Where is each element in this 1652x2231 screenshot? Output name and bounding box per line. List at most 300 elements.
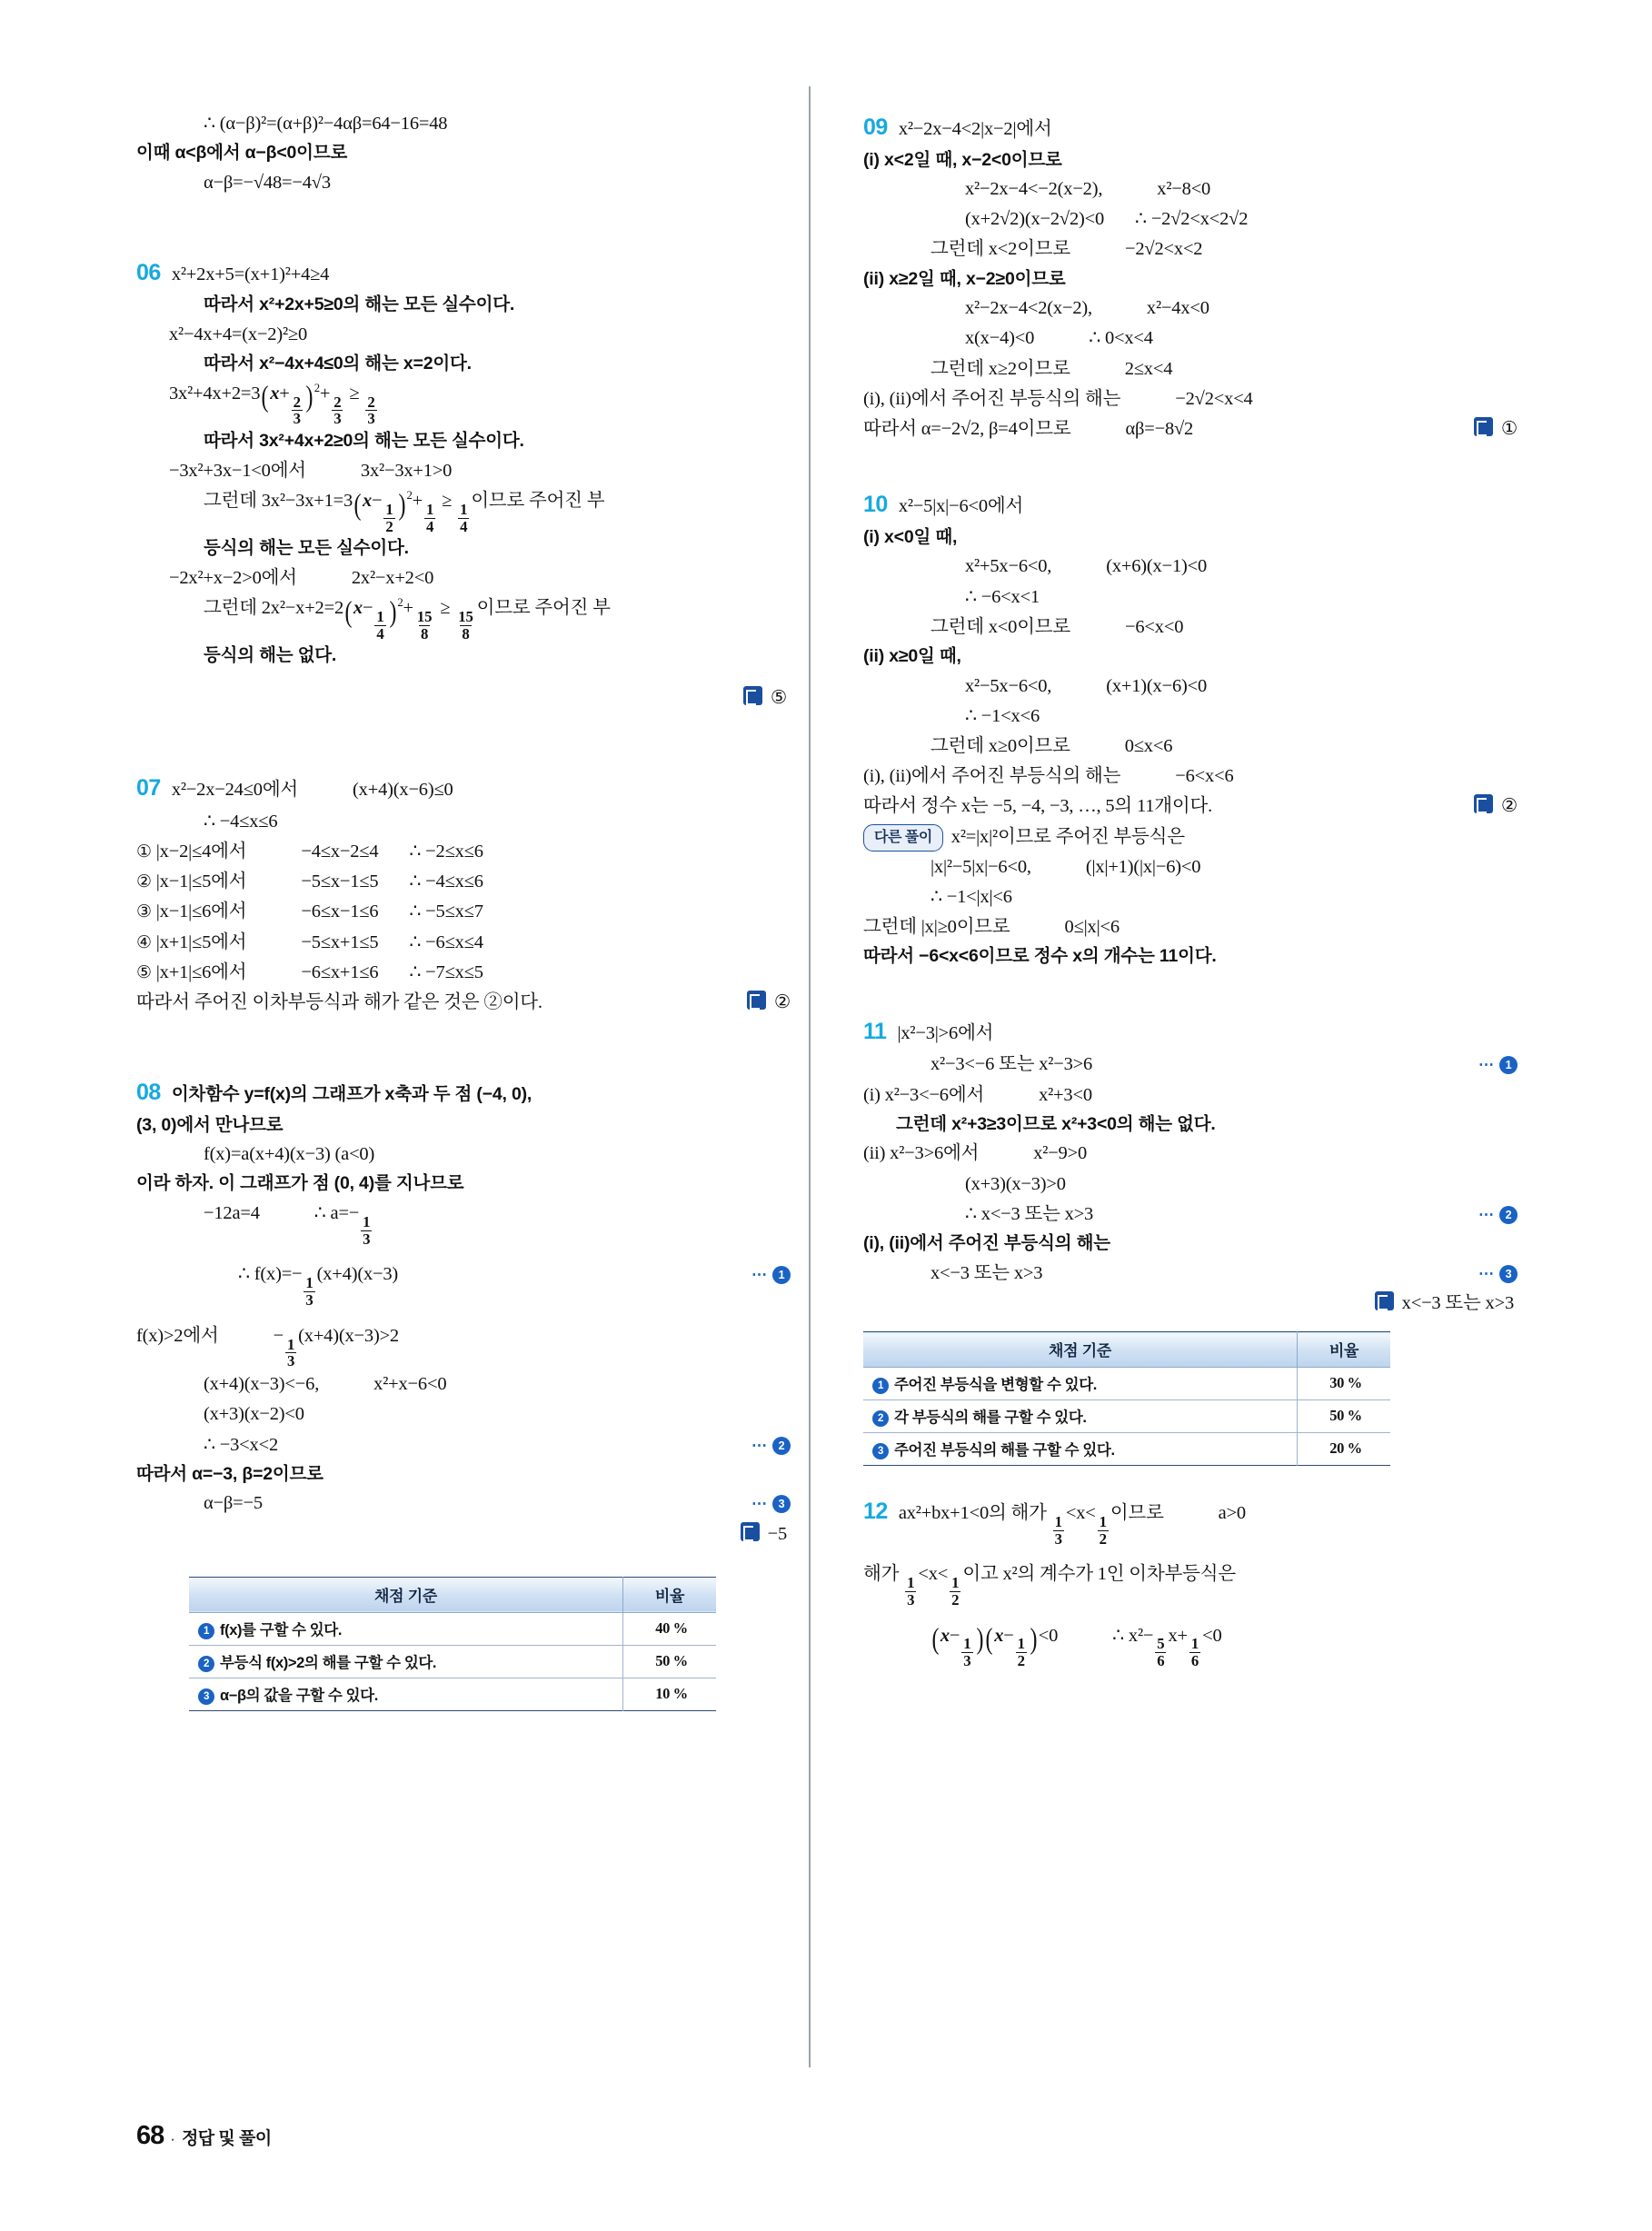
leader-dots: ⋯ — [751, 1495, 768, 1513]
p11-answer: x<−3 또는 x>3 — [1401, 1292, 1514, 1313]
rubric-row-3-rate: 20 % — [1298, 1433, 1391, 1466]
p09-case-2: (ii) x≥2일 때, x−2≥0이므로 — [863, 268, 1066, 289]
p08-l7-tail: (x+4)(x−3)>2 — [298, 1325, 399, 1346]
p10-i-l3-right: −6<x<0 — [1125, 616, 1184, 637]
p12-l3-f3-den: 6 — [1157, 1652, 1165, 1670]
rubric-row-1-rate: 30 % — [1298, 1368, 1391, 1400]
p12-l1-tail: a>0 — [1218, 1503, 1246, 1524]
p09-head — [863, 109, 1518, 146]
p08-l8-right: x²+x−6<0 — [373, 1374, 447, 1395]
p08-line-11: 따라서 α=−3, β=2이므로 — [136, 1463, 323, 1484]
p08-l7-prefix: f(x)>2에서 — [136, 1325, 219, 1346]
p06-f3-num: 2 — [367, 393, 375, 411]
p10-case-2: (ii) x≥0일 때, — [863, 645, 961, 666]
rubric-row-1-label: 주어진 부등식을 변형할 수 있다. — [894, 1377, 1097, 1394]
p07-opt-4-mark: ④ — [136, 931, 152, 952]
p07-opt-4-abs: |x+1|≤5에서 — [155, 931, 247, 952]
p10-alt-line-5: 따라서 −6<x<6이므로 정수 x의 개수는 11이다. — [863, 946, 1217, 967]
step-marker-3: 3 — [772, 1495, 791, 1513]
p10-conclusion-1 — [863, 762, 1518, 792]
p12-l2-f1-num: 1 — [907, 1574, 915, 1592]
p12-l2-f2-den: 2 — [951, 1590, 960, 1609]
p11-case-1 — [863, 1081, 1518, 1111]
p08-rubric-wrap — [136, 1577, 791, 1711]
p07-opt-2-mark: ② — [136, 871, 152, 892]
rubric-row-2-text — [189, 1645, 623, 1678]
p11-step-3 — [1478, 1259, 1518, 1289]
p08-line-8 — [136, 1369, 791, 1399]
p06-i5-mid: + — [403, 598, 413, 619]
p11-head-text: |x²−3|>6에서 — [897, 1022, 994, 1043]
p06-item-4-work-prefix: 그런데 3x²−3x+1=3 — [204, 490, 353, 511]
p09-concl-a: (i), (ii)에서 주어진 부등식의 해는 — [863, 388, 1121, 409]
p06-f2-num: 2 — [333, 393, 342, 411]
p06-item-3-eq: 3x²+4x+2=3(x+ $\frac{2}{3}$ ) $^2$+ $\frac{2}{3}$ ≥ $\frac{2}{3}$ — [169, 380, 375, 428]
p06-item-3-mid: + — [319, 383, 331, 403]
p11-case-2-line-2: (x+3)(x−3)>0 — [965, 1173, 1066, 1194]
p06-item-5-eq-left: −2x²+x−2>0에서 — [169, 567, 297, 588]
p07-head-right: (x+4)(x−6)≤0 — [353, 780, 453, 801]
p10-alt-line-1 — [863, 822, 1518, 852]
problem-07 — [136, 770, 791, 1018]
p07-answer: ② — [773, 991, 791, 1012]
p10-ii-l3-left: 그런데 x≥0이므로 — [930, 735, 1070, 756]
p07-option-1 — [136, 837, 791, 867]
p10-answer: ② — [1500, 796, 1518, 817]
p11-case-1-left: (i) x²−3<−6에서 — [863, 1084, 985, 1105]
p09-case-1-line-3 — [863, 234, 1518, 264]
problem-06-number: 06 — [136, 259, 161, 285]
p12-l3-f1-num: 1 — [963, 1635, 971, 1653]
answer-badge-icon — [747, 991, 766, 1010]
p12-l3-d: x+ — [1168, 1625, 1188, 1646]
p09-answer-row — [1474, 414, 1518, 444]
p09-concl-c: 따라서 α=−2√2, β=4이므로 — [863, 419, 1071, 440]
p09-i-l2-right: ∴ −2√2<x<2√2 — [1135, 209, 1249, 230]
p09-i-l1-right: x²−8<0 — [1157, 179, 1211, 200]
p12-l1-mid: <x< — [1065, 1503, 1096, 1524]
problem-07-number: 07 — [136, 775, 161, 802]
p07-tail: 따라서 주어진 이차부등식과 해가 같은 것은 ②이다. — [136, 991, 542, 1012]
problem-11 — [863, 1013, 1518, 1466]
p08-line-3: f(x)=a(x+4)(x−3) (a<0) — [204, 1144, 375, 1165]
p08-answer-row — [136, 1519, 791, 1549]
problem-08 — [136, 1074, 791, 1711]
p10-ii-l1-right: (x+1)(x−6)<0 — [1106, 675, 1208, 696]
p08-l6-eq — [238, 1260, 398, 1308]
p07-opt-5-abs: |x+1|≤6에서 — [155, 961, 247, 982]
p11-ii-l3-text: ∴ x<−3 또는 x>3 — [965, 1203, 1094, 1224]
p12-l3-f4-den: 6 — [1190, 1652, 1199, 1670]
p12-l2-mid: <x< — [918, 1564, 949, 1585]
problem-06 — [136, 254, 791, 713]
p06-item-1-conclusion: 따라서 x²+2x+5≥0의 해는 모든 실수이다. — [204, 294, 515, 315]
p07-opt-3-mark: ③ — [136, 901, 152, 922]
p11-step-2 — [1478, 1200, 1518, 1230]
answer-badge-icon — [1375, 1291, 1394, 1310]
p09-concl-2-left — [863, 414, 1193, 444]
p10-i-l1-left: x²+5x−6<0, — [965, 556, 1052, 577]
p07-option-4 — [136, 928, 791, 958]
p06-i4-cmp: ≥ — [442, 490, 453, 511]
problem-10-number: 10 — [863, 492, 888, 518]
p07-head-left: x²−2x−24≤0에서 — [171, 780, 299, 801]
p08-l6-frac-num: 1 — [305, 1274, 313, 1292]
p06-i4-f1-den: 2 — [385, 517, 393, 535]
alternative-solution-tag: 다른 풀이 — [863, 824, 943, 852]
p06-f1-den: 3 — [293, 410, 301, 428]
p07-opt-1-concl: ∴ −2≤x≤6 — [409, 841, 483, 862]
p11-head — [863, 1013, 1518, 1051]
p08-l7-frac-num: 1 — [286, 1335, 295, 1353]
p07-opt-2-abs: |x−1|≤5에서 — [155, 871, 247, 892]
p12-l2-prefix: 해가 — [863, 1564, 900, 1585]
p06-i5-f1-den: 4 — [376, 624, 384, 642]
p12-l1-f1-num: 1 — [1054, 1512, 1062, 1530]
p11-line-1 — [863, 1050, 1518, 1080]
p08-l5-left: −12a=4 — [204, 1203, 260, 1224]
p09-case-1-line-1 — [863, 174, 1518, 204]
problem-11-number: 11 — [863, 1018, 887, 1044]
p08-line-10 — [136, 1430, 791, 1460]
rubric-header-criteria: 채점 기준 — [863, 1332, 1298, 1368]
p08-l10-text: ∴ −3<x<2 — [204, 1434, 279, 1455]
p06-answer-row — [136, 683, 791, 713]
p10-case-2-line-1 — [863, 672, 1518, 702]
step-dot-3: 3 — [198, 1688, 214, 1705]
p11-conclusion-2 — [863, 1259, 1518, 1289]
p10-alt-l4-right: 0≤|x|<6 — [1064, 917, 1120, 938]
p08-l12-text: α−β=−5 — [204, 1493, 263, 1514]
p06-f2-den: 3 — [333, 410, 342, 428]
p09-ii-l2-left: x(x−4)<0 — [965, 328, 1035, 349]
p10-concl-b: −6<x<6 — [1175, 766, 1234, 787]
p09-case-2-line-3 — [863, 354, 1518, 384]
p06-answer: ⑤ — [770, 688, 787, 709]
p07-option-5 — [136, 958, 791, 988]
table-row — [189, 1612, 716, 1645]
p12-l3-f3-num: 5 — [1157, 1635, 1165, 1653]
p06-item-5-work-prefix: 그런데 2x²−x+2=2 — [204, 598, 344, 619]
p08-l7-minus: − — [273, 1325, 284, 1346]
rubric-row-1-label: f(x)를 구할 수 있다. — [220, 1621, 343, 1638]
p11-conclusion-1: (i), (ii)에서 주어진 부등식의 해는 — [863, 1233, 1110, 1254]
p11-scoring-rubric — [863, 1331, 1390, 1466]
p12-l1-f2-den: 2 — [1099, 1529, 1107, 1548]
p06-f1-num: 2 — [293, 393, 301, 411]
p10-i-l1-right: (x+6)(x−1)<0 — [1106, 556, 1208, 577]
p09-ii-l3-right: 2≤x<4 — [1124, 358, 1173, 379]
p06-i5-cmp: ≥ — [440, 598, 451, 619]
p12-l2-f2-num: 1 — [951, 1574, 960, 1592]
p10-i-l3-left: 그런데 x<0이므로 — [930, 616, 1071, 637]
p07-opt-3-abs: |x−1|≤6에서 — [155, 901, 247, 922]
p09-conclusion-1 — [863, 384, 1518, 414]
p07-opt-5-concl: ∴ −7≤x≤5 — [409, 961, 483, 982]
p10-alt-l1-text: x²=|x|²이므로 주어진 부등식은 — [950, 826, 1185, 847]
p07-opt-3-concl: ∴ −5≤x≤7 — [409, 901, 483, 922]
p10-alt-line-2 — [863, 852, 1518, 882]
p06-i5-f2-den: 8 — [421, 624, 429, 642]
answer-badge-icon — [743, 686, 762, 705]
p06-item-4-eq-left: −3x²+3x−1<0에서 — [169, 460, 306, 481]
step-marker-2: 2 — [772, 1437, 791, 1455]
problem-08-number: 08 — [136, 1080, 161, 1106]
p06-item-4-conclusion: 등식의 해는 모든 실수이다. — [204, 538, 409, 559]
p12-line-3: (x− $\frac{1}{3}$ )(x− $\frac{1}{2}$ )<0 ∴ x²− $\frac{5}{6}$ x+ $\frac{1}{6}$ <0 — [931, 1622, 1222, 1670]
p06-item-2-eq: x²−4x+4=(x−2)²≥0 — [169, 324, 307, 345]
p11-concl-b-text: x<−3 또는 x>3 — [930, 1262, 1043, 1283]
p06-i4-f2-den: 4 — [425, 517, 434, 535]
p06-item-3-cmp: ≥ — [349, 383, 360, 403]
p09-concl-b: −2√2<x<4 — [1175, 388, 1253, 409]
p07-option-3 — [136, 897, 791, 927]
step-dot-1: 1 — [872, 1378, 889, 1394]
step-marker-2: 2 — [1499, 1206, 1518, 1224]
p12-l2-f1-den: 3 — [907, 1590, 915, 1609]
rubric-row-1-text — [863, 1368, 1298, 1400]
rubric-row-3-label: 주어진 부등식의 해를 구할 수 있다. — [894, 1442, 1115, 1459]
rubric-row-2-label: 각 부등식의 해를 구할 수 있다. — [894, 1409, 1087, 1427]
p12-l3-f4-num: 1 — [1190, 1635, 1199, 1653]
p06-item-5-conclusion: 등식의 해는 없다. — [204, 645, 337, 666]
p11-case-1-right: x²+3<0 — [1039, 1084, 1092, 1105]
step-marker-3: 3 — [1499, 1265, 1518, 1283]
p08-line-1 — [136, 1074, 791, 1111]
p08-l6-frac-den: 3 — [305, 1290, 313, 1309]
rubric-row-1-text — [189, 1612, 623, 1645]
p11-case-1-line-2: 그런데 x²+3≥3이므로 x²+3<0의 해는 없다. — [896, 1113, 1216, 1134]
leader-dots: ⋯ — [1478, 1264, 1495, 1282]
rubric-header-rate: 비율 — [623, 1577, 717, 1612]
p08-line-1-text: 이차함수 y=f(x)의 그래프가 x축과 두 점 (−4, 0), — [171, 1084, 532, 1105]
p07-opt-1-mark: ① — [136, 841, 152, 862]
p09-conclusion-2 — [863, 414, 1518, 444]
p07-opt-5-mid: −6≤x+1≤6 — [301, 961, 379, 982]
rubric-header-rate: 비율 — [1298, 1332, 1391, 1368]
p10-case-1-line-3 — [863, 613, 1518, 642]
p09-head-text: x²−2x−4<2|x−2|에서 — [898, 119, 1052, 139]
carryover-block — [136, 109, 791, 198]
p12-l3-f2-num: 1 — [1017, 1635, 1025, 1653]
p06-item-3-eq-prefix: 3x²+4x+2=3 — [169, 383, 261, 403]
p08-line-5 — [136, 1199, 791, 1247]
p10-case-1-line-1 — [863, 552, 1518, 582]
p06-item-5-work: 그런데 2x²−x+2=2(x− $\frac{1}{4}$ ) $^2$+ $\frac{15}{8}$ ≥ $\frac{15}{8}$ 이므로 주어진 부 — [204, 594, 611, 642]
p11-case-2-line-3 — [863, 1200, 1518, 1230]
p08-line-4: 이라 하자. 이 그래프가 점 (0, 4)를 지나므로 — [136, 1173, 464, 1194]
two-column-layout — [136, 109, 1518, 2108]
rubric-row-3-text — [863, 1433, 1298, 1466]
p09-concl-d: αβ=−8√2 — [1125, 419, 1194, 440]
p12-l3-f2-den: 2 — [1017, 1652, 1025, 1670]
p06-i4-tail: 이므로 주어진 부 — [471, 490, 605, 511]
p10-case-1-line-2: ∴ −6<x<1 — [965, 586, 1040, 607]
leader-dots: ⋯ — [751, 1266, 768, 1284]
table-row — [863, 1368, 1390, 1400]
step-dot-2: 2 — [872, 1410, 889, 1427]
p12-line-1 — [863, 1493, 1518, 1547]
p07-option-2 — [136, 867, 791, 897]
p06-i4-mid: + — [412, 490, 423, 511]
rubric-row-2-text — [863, 1400, 1298, 1433]
step-dot-3: 3 — [872, 1443, 889, 1459]
p09-i-l3-right: −2√2<x<2 — [1125, 239, 1203, 260]
p11-answer-row — [863, 1289, 1518, 1319]
p06-item-1-eq: x²+2x+5=(x+1)²+4≥4 — [171, 264, 330, 284]
rubric-row-3-text — [189, 1678, 623, 1710]
p09-ii-l1-left: x²−2x−4<2(x−2), — [965, 298, 1092, 319]
p08-l6-prefix: ∴ f(x)=− — [238, 1264, 303, 1285]
p09-i-l3-left: 그런데 x<2이므로 — [930, 239, 1071, 260]
p06-item-3-conclusion: 따라서 3x²+4x+2≥0의 해는 모든 실수이다. — [204, 431, 524, 452]
p08-line-12 — [136, 1489, 791, 1519]
p06-item-4-eq-right: 3x²−3x+1>0 — [360, 460, 453, 481]
rubric-row-2-rate: 50 % — [1298, 1400, 1391, 1433]
table-row — [863, 1433, 1390, 1466]
p06-i4-f3-num: 1 — [460, 500, 468, 518]
p08-answer: −5 — [767, 1523, 787, 1544]
p07-opt-2-concl: ∴ −4≤x≤6 — [409, 871, 483, 892]
p06-i4-f1-num: 1 — [385, 500, 393, 518]
p09-case-2-line-2 — [863, 324, 1518, 354]
p10-alt-l2-left: |x|²−5|x|−6<0, — [930, 856, 1031, 877]
p11-l1-text: x²−3<−6 또는 x²−3>6 — [930, 1054, 1093, 1075]
p07-opt-2-mid: −5≤x−1≤5 — [301, 871, 379, 892]
p06-i5-f3-num: 15 — [458, 607, 473, 625]
p08-scoring-rubric — [189, 1577, 716, 1711]
p10-answer-row — [1474, 792, 1518, 822]
rubric-row-1-rate: 40 % — [623, 1612, 717, 1645]
p06-item-5-eq-right: 2x²−x+2<0 — [351, 567, 434, 588]
p09-i-l2-left: (x+2√2)(x−2√2)<0 — [965, 209, 1105, 230]
p10-alt-line-3: ∴ −1<|x|<6 — [930, 886, 1012, 907]
p08-line-2: (3, 0)에서 만나므로 — [136, 1114, 284, 1135]
page-number: 68 — [136, 2121, 164, 2150]
p11-case-2-right: x²−9>0 — [1033, 1143, 1088, 1164]
p07-opt-4-mid: −5≤x+1≤5 — [301, 931, 379, 952]
problem-09 — [863, 109, 1518, 444]
p08-line-6 — [136, 1260, 791, 1308]
leader-dots: ⋯ — [1478, 1056, 1495, 1074]
p09-i-l1-left: x²−2x−4<−2(x−2), — [965, 179, 1103, 200]
p07-opt-1-mid: −4≤x−2≤4 — [301, 841, 379, 862]
right-column — [816, 109, 1518, 2108]
p12-line-2 — [863, 1559, 1518, 1608]
p12-l1-prefix: ax²+bx+1<0의 해가 — [898, 1503, 1047, 1524]
p10-head — [863, 486, 1518, 523]
footer-separator: · — [170, 2130, 175, 2147]
p10-ii-l3-right: 0≤x<6 — [1124, 735, 1173, 756]
p08-step-2 — [751, 1430, 791, 1460]
answer-badge-icon — [1474, 794, 1493, 813]
p10-ii-l1-left: x²−5x−6<0, — [965, 675, 1052, 696]
problem-12-number: 12 — [863, 1499, 888, 1525]
step-marker-1: 1 — [772, 1266, 791, 1284]
p07-opt-4-concl: ∴ −6≤x≤4 — [409, 931, 483, 952]
p06-i5-tail: 이므로 주어진 부 — [476, 598, 611, 619]
p08-step-3 — [751, 1489, 791, 1519]
p06-f3-den: 3 — [367, 410, 375, 428]
table-row — [863, 1400, 1390, 1433]
p12-l2-suffix: 이고 x²의 계수가 1인 이차부등식은 — [962, 1564, 1236, 1585]
p06-item-5-eq — [136, 563, 791, 593]
p12-l3-tail: <0 — [1038, 1625, 1059, 1646]
step-dot-1: 1 — [198, 1623, 214, 1639]
p12-l3-e: <0 — [1202, 1625, 1222, 1646]
p10-case-2-line-3 — [863, 732, 1518, 762]
p09-ii-l1-right: x²−4x<0 — [1146, 298, 1209, 319]
page-footer — [136, 2121, 272, 2151]
rubric-header-criteria: 채점 기준 — [189, 1577, 623, 1612]
p08-l5-frac-num: 1 — [363, 1212, 371, 1230]
carryover-line-1: ∴ (α−β)²=(α+β)²−4αβ=64−16=48 — [204, 114, 448, 134]
answer-badge-icon — [1474, 417, 1493, 436]
carryover-line-3: α−β=−√48=−4√3 — [204, 172, 331, 193]
p06-item-4-work: 그런데 3x²−3x+1=3(x− $\frac{1}{2}$ ) $^2$+ $\frac{1}{4}$ ≥ $\frac{1}{4}$ 이므로 주어진 부 — [204, 487, 605, 535]
problem-10 — [863, 486, 1518, 971]
p10-conclusion-2 — [863, 792, 1518, 822]
rubric-row-2-label: 부등식 f(x)>2의 해를 구할 수 있다. — [220, 1654, 437, 1671]
p10-head-text: x²−5|x|−6<0에서 — [898, 496, 1024, 517]
leader-dots: ⋯ — [751, 1436, 768, 1454]
p09-answer: ① — [1500, 419, 1518, 440]
p07-head-3: ∴ −4≤x≤6 — [204, 811, 278, 832]
problem-12 — [863, 1493, 1518, 1669]
p10-case-2-line-2: ∴ −1<x<6 — [965, 705, 1040, 726]
p08-line-7 — [136, 1321, 791, 1369]
table-row — [189, 1678, 716, 1710]
p07-answer-row — [747, 988, 791, 1018]
p10-alt-l2-right: (|x|+1)(|x|−6)<0 — [1085, 856, 1201, 877]
p12-l1-suffix: 이므로 — [1110, 1503, 1164, 1524]
p08-step-1 — [751, 1260, 791, 1290]
p10-concl-c: 따라서 정수 x는 −5, −4, −3, …, 5의 11개이다. — [863, 796, 1213, 817]
p07-tail-row — [136, 988, 791, 1018]
footer-label: 정답 및 풀이 — [181, 2129, 272, 2148]
p12-l3-c: ∴ x²− — [1112, 1625, 1154, 1646]
p07-opt-5-mark: ⑤ — [136, 961, 152, 982]
answer-badge-icon — [741, 1522, 760, 1541]
leader-dots: ⋯ — [1478, 1205, 1495, 1223]
p06-i4-f3-den: 4 — [460, 517, 468, 535]
p11-rubric-wrap — [863, 1331, 1518, 1466]
p12-l3-f1-den: 3 — [963, 1652, 971, 1670]
p11-case-2 — [863, 1139, 1518, 1169]
p11-step-1 — [1478, 1050, 1518, 1080]
p10-alternative-solution — [863, 822, 1518, 971]
p07-head — [136, 770, 791, 807]
p06-i5-f1-num: 1 — [376, 607, 384, 625]
p08-l5-right: ∴ a=− — [313, 1203, 360, 1224]
p07-opt-3-mid: −6≤x−1≤6 — [301, 901, 379, 922]
p10-concl-a: (i), (ii)에서 주어진 부등식의 해는 — [863, 766, 1121, 787]
p09-case-2-line-1 — [863, 294, 1518, 324]
p08-l5-frac-den: 3 — [363, 1230, 371, 1248]
p10-alt-l4-left: 그런데 |x|≥0이므로 — [863, 917, 1010, 938]
p06-i5-f3-den: 8 — [462, 624, 470, 642]
p07-opt-1-abs: |x−2|≤4에서 — [155, 841, 247, 862]
problem-09-number: 09 — [863, 115, 888, 140]
p08-l6-tail: (x+4)(x−3) — [316, 1264, 399, 1285]
rubric-row-3-label: α−β의 값을 구할 수 있다. — [220, 1687, 378, 1704]
p11-case-2-left: (ii) x²−3>6에서 — [863, 1143, 980, 1164]
p09-case-1-line-2 — [863, 204, 1518, 234]
p09-ii-l2-right: ∴ 0<x<4 — [1089, 328, 1153, 349]
table-row — [189, 1645, 716, 1678]
p09-ii-l3-left: 그런데 x≥2이므로 — [930, 358, 1070, 379]
rubric-row-3-rate: 10 % — [623, 1678, 717, 1710]
